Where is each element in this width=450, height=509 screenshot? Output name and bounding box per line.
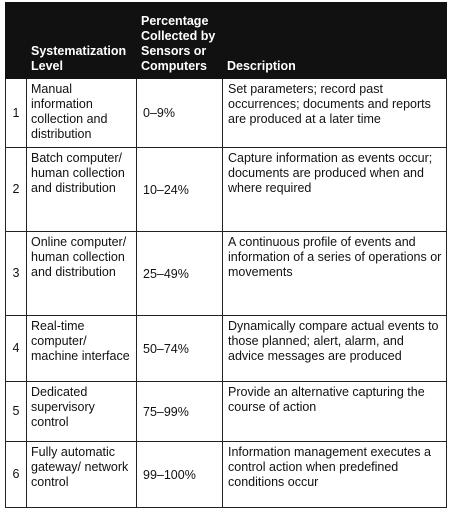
- row-percentage: 75–99%: [137, 382, 223, 442]
- row-percentage: 10–24%: [137, 148, 223, 232]
- table-row: [6, 442, 447, 508]
- header-description: Description: [223, 3, 447, 79]
- row-systematization-level: Batch computer/ human collection and distribution: [27, 148, 137, 232]
- row-systematization-level: Manual information collection and distribution: [27, 79, 137, 148]
- row-number: 1: [6, 79, 27, 148]
- row-number: 2: [6, 148, 27, 232]
- header-systematization-level: Systematization Level: [27, 3, 137, 79]
- row-percentage: 0–9%: [137, 79, 223, 148]
- row-systematization-level: Dedicated supervisory control: [27, 382, 137, 442]
- header-number: [6, 3, 27, 79]
- header-percentage: Percentage Collected by Sensors or Computers: [137, 3, 223, 79]
- row-percentage: 99–100%: [137, 442, 223, 508]
- row-number: 4: [6, 316, 27, 382]
- table-row: [6, 232, 447, 316]
- row-number: 3: [6, 232, 27, 316]
- table-row: [6, 148, 447, 232]
- row-systematization-level: Online computer/ human collection and distribution: [27, 232, 137, 316]
- row-percentage: 25–49%: [137, 232, 223, 316]
- table-row: [6, 316, 447, 382]
- row-description: A continuous profile of events and information of a series of operations or movements: [223, 232, 447, 316]
- row-description: Set parameters; record past occurrences; documents and reports are produced at a later time: [223, 79, 447, 148]
- row-description: Provide an alternative capturing the course of action: [223, 382, 447, 442]
- table-body: [6, 79, 447, 508]
- row-systematization-level: Fully automatic gateway/ network control: [27, 442, 137, 508]
- row-number: 5: [6, 382, 27, 442]
- row-systematization-level: Real-time computer/ machine interface: [27, 316, 137, 382]
- row-description: Information management executes a control action when predefined conditions occur: [223, 442, 447, 508]
- table-row: [6, 79, 447, 148]
- table-row: [6, 382, 447, 442]
- header-row: [6, 3, 447, 79]
- row-number: 6: [6, 442, 27, 508]
- row-description: Capture information as events occur; documents are produced when and where required: [223, 148, 447, 232]
- systematization-table: [5, 2, 447, 508]
- row-percentage: 50–74%: [137, 316, 223, 382]
- table-header: [6, 3, 447, 79]
- row-description: Dynamically compare actual events to those planned; alert, alarm, and advice messages are produced: [223, 316, 447, 382]
